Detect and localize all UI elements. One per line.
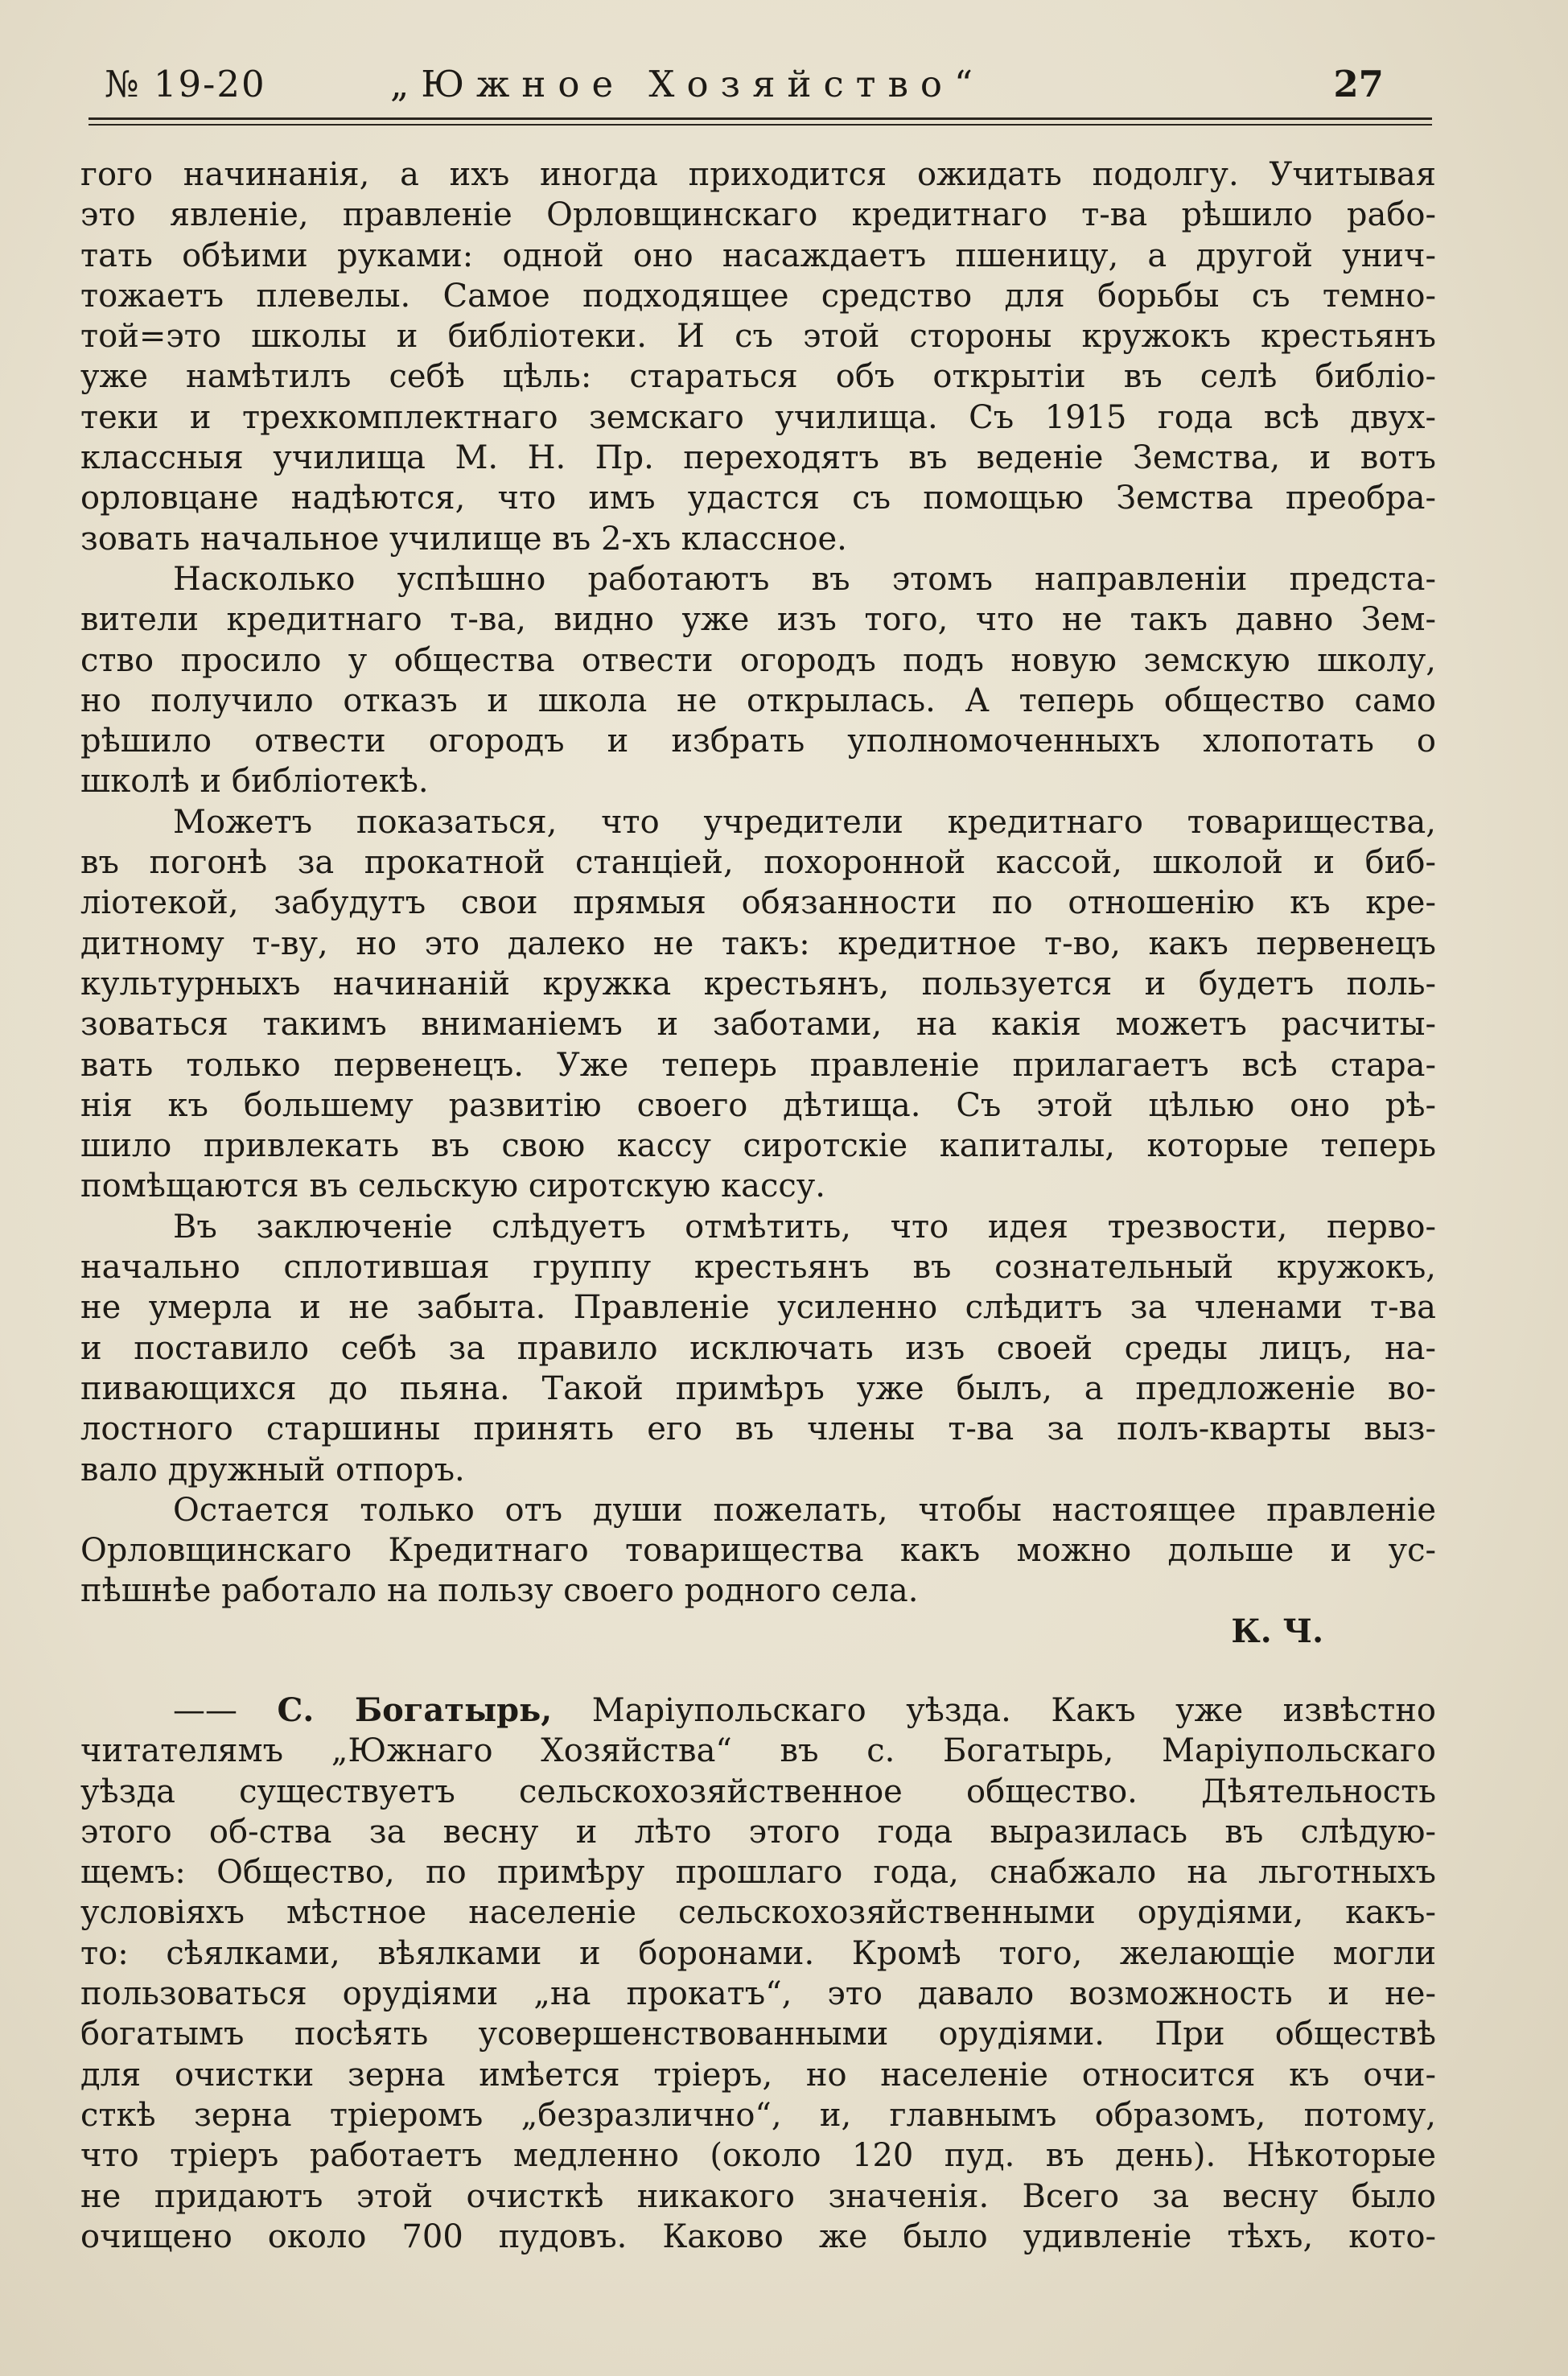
author-signature: К. Ч. (1231, 1612, 1323, 1650)
text-line: пользоваться орудіями „на прокатъ“, это давало возможность и не- (80, 1975, 1436, 2013)
text-line: дитному т-ву, но это далеко не такъ: кредитное т-во, какъ первенецъ (80, 924, 1436, 962)
text-line: начально сплотившая группу крестьянъ въ сознательный кружокъ, (80, 1249, 1436, 1287)
text-line: это явленіе, правленіе Орловщинскаго кредитнаго т-ва рѣшило рабо- (80, 196, 1436, 234)
text-line: условіяхъ мѣстное населеніе сельскохозяйственными орудіями, какъ- (80, 1894, 1436, 1932)
text-line: что тріеръ работаетъ медленно (около 120 пуд. въ день). Нѣкоторые (80, 2137, 1436, 2175)
issue-number: № 19-20 (105, 63, 266, 105)
page-header (88, 63, 1440, 113)
text-line: пивающихся до пьяна. Такой примѣръ уже былъ, а предложеніе во- (80, 1369, 1436, 1407)
lead-text: Маріупольскаго уѣзда. Какъ уже извѣстно (591, 1691, 1437, 1729)
article-lead-line (80, 1690, 1436, 1731)
text-line: помѣщаются въ сельскую сиротскую кассу. (80, 1167, 825, 1205)
page-number: 27 (1333, 63, 1384, 105)
text-line: школѣ и библіотекѣ. (80, 763, 429, 801)
header-rule (88, 117, 1432, 120)
section-gap (80, 1652, 1436, 1690)
text-line: уѣзда существуетъ сельскохозяйственное общество. Дѣятельность (80, 1773, 1436, 1810)
text-line: ліотекой, забудутъ свои прямыя обязанности по отношенію къ кре- (80, 884, 1436, 922)
text-line: богатымъ посѣять усовершенствованными орудіями. При обществѣ (80, 2016, 1436, 2053)
text-line: теки и трехкомплектнаго земскаго училища. Съ 1915 года всѣ двух- (80, 398, 1436, 436)
page-body (80, 154, 1436, 2257)
lead-dash: —— (173, 1691, 237, 1729)
text-line: нія къ большему развитію своего дѣтища. Съ этой цѣлью оно рѣ- (80, 1086, 1436, 1124)
text-line: не умерла и не забыта. Правленіе усиленно слѣдитъ за членами т-ва (80, 1289, 1436, 1327)
text-line: зоваться такимъ вниманіемъ и заботами, на какія можетъ расчиты- (80, 1006, 1436, 1044)
paragraph-first-line: Можетъ показаться, что учредители кредитнаго товарищества, (173, 803, 1436, 841)
text-line: читателямъ „Южнаго Хозяйства“ въ с. Богатырь, Маріупольскаго (80, 1732, 1436, 1770)
text-line: уже намѣтилъ себѣ цѣль: стараться объ открытіи въ селѣ библіо- (80, 358, 1436, 396)
text-line: вать только первенецъ. Уже теперь правленіе прилагаетъ всѣ стара- (80, 1046, 1436, 1084)
text-line: шило привлекать въ свою кассу сиротскіе капиталы, которые теперь (80, 1127, 1436, 1165)
paragraph-first-line: Остается только отъ души пожелать, чтобы настоящее правленіе (173, 1491, 1436, 1529)
text-line: лостного старшины принять его въ члены т-ва за полъ-кварты выз- (80, 1410, 1436, 1448)
text-line: зовать начальное училище въ 2-хъ классное. (80, 520, 847, 558)
text-line: тать обѣими руками: одной оно насаждаетъ пшеницу, а другой унич- (80, 237, 1436, 274)
text-line: орловцане надѣются, что имъ удастся съ помощью Земства преобра- (80, 480, 1436, 517)
text-line: то: сѣялками, вѣялками и боронами. Кромѣ того, желающіе могли (80, 1934, 1436, 1972)
text-line: для очистки зерна имѣется тріеръ, но населеніе относится къ очи- (80, 2056, 1436, 2094)
text-line: вало дружный отпоръ. (80, 1451, 465, 1489)
text-line: классныя училища М. Н. Пр. переходятъ въ веденіе Земства, и вотъ (80, 439, 1436, 477)
text-line: и поставило себѣ за правило исключать изъ своей среды лицъ, на- (80, 1329, 1436, 1367)
header-rule-thin (88, 124, 1432, 126)
article-bogatyr (80, 1690, 1436, 2257)
text-line: той=это школы и библіотеки. И съ этой стороны кружокъ крестьянъ (80, 318, 1436, 356)
text-line: рѣшило отвести огородъ и избрать уполномоченныхъ хлопотать о (80, 723, 1436, 760)
magazine-title: „Южное Хозяйство“ (390, 63, 986, 105)
text-line: щемъ: Общество, по примѣру прошлаго года, снабжало на льготныхъ (80, 1854, 1436, 1892)
text-line: сткѣ зерна тріеромъ „безразлично“, и, главнымъ образомъ, потому, (80, 2096, 1436, 2134)
text-line: культурныхъ начинаній кружка крестьянъ, пользуется и будетъ поль- (80, 965, 1436, 1003)
text-line: въ погонѣ за прокатной станціей, похоронной кассой, школой и биб- (80, 844, 1436, 882)
article-orlovshchina (80, 154, 1436, 1652)
text-line: гого начинанія, а ихъ иногда приходится ожидать подолгу. Учитывая (80, 156, 1436, 193)
text-line: тожаетъ плевелы. Самое подходящее средство для борьбы съ темно- (80, 277, 1436, 315)
village-name: С. Богатырь, (277, 1690, 553, 1729)
text-line: не придаютъ этой очисткѣ никакого значенія. Всего за весну было (80, 2177, 1436, 2215)
text-line: очищено около 700 пудовъ. Каково же было удивленіе тѣхъ, кото- (80, 2217, 1436, 2255)
text-line: но получило отказъ и школа не открылась. А теперь общество само (80, 682, 1436, 719)
text-line: пѣшнѣе работало на пользу своего родного села. (80, 1572, 919, 1610)
text-line: Орловщинскаго Кредитнаго товарищества какъ можно дольше и ус- (80, 1532, 1436, 1570)
text-line: вители кредитнаго т-ва, видно уже изъ того, что не такъ давно Зем- (80, 601, 1436, 639)
paragraph-first-line: Въ заключеніе слѣдуетъ отмѣтить, что идея трезвости, перво- (173, 1208, 1436, 1246)
text-line: этого об-ства за весну и лѣто этого года выразилась въ слѣдую- (80, 1813, 1436, 1851)
paragraph-first-line: Насколько успѣшно работаютъ въ этомъ направленіи предста- (173, 560, 1436, 598)
text-line: ство просило у общества отвести огородъ подъ новую земскую школу, (80, 641, 1436, 679)
